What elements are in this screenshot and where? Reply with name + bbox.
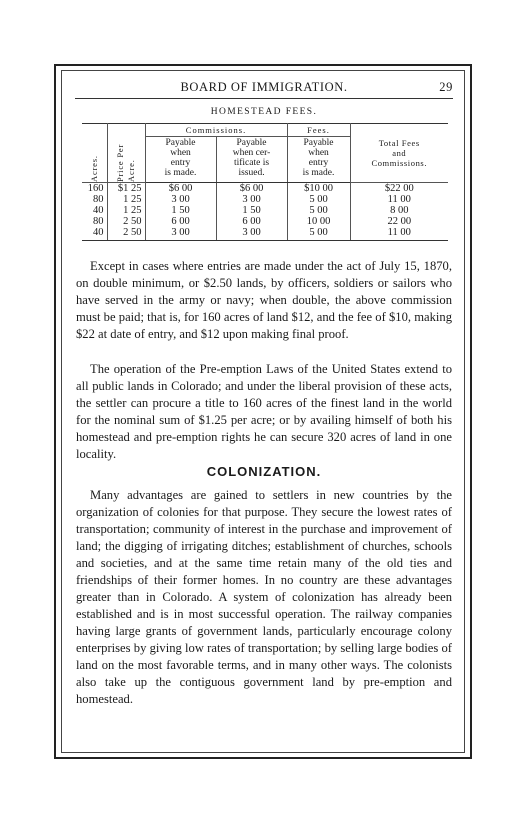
page-number: 29 — [439, 80, 453, 94]
header-total: Total Fees and Commissions. — [350, 124, 448, 183]
header-commissions: Commissions. — [145, 124, 287, 137]
running-head-title: BOARD OF IMMIGRATION. — [180, 80, 348, 94]
table-row: 80 2 50 6 00 6 00 10 00 22 00 — [82, 216, 448, 227]
header-acres: Acres. — [82, 124, 107, 183]
paragraph-double-minimum: Except in cases where entries are made under the act of July 15, 1870, on double minimum, or $2.50 lands, by officers, soldiers or sailors who have served in the army or navy; when double, the above commission must be paid; that is, for 160 acres of land $12, and the fee of $10, making $22 at date of entry, and $12 upon making final proof. — [76, 259, 452, 341]
header-price-per-acre: Price Per Acre. — [107, 124, 145, 183]
paragraph-pre-emption: The operation of the Pre-emption Laws of the United States extend to all public lands in Colorado; and under the liberal provision of these acts, the settler can procure a title to 160 acres of the finest land in the world for the nominal sum of $1.25 per acre; or by availing himself of both his homestead and pre-emption rights he can secure 320 acres of land in one locality. — [76, 362, 452, 461]
table-row: 40 1 25 1 50 1 50 5 00 8 00 — [82, 205, 448, 216]
header-rule — [75, 98, 453, 99]
homestead-fees-table — [82, 123, 448, 241]
table-row: 80 1 25 3 00 3 00 5 00 11 00 — [82, 194, 448, 205]
header-fees: Fees. — [287, 124, 350, 137]
header-payable-entry: Payable when entry is made. — [145, 137, 216, 183]
section-title-colonization: COLONIZATION. — [206, 464, 322, 479]
table-title: HOMESTEAD FEES. — [210, 107, 318, 117]
header-fees-payable: Payable when entry is made. — [287, 137, 350, 183]
table-row: 40 2 50 3 00 3 00 5 00 11 00 — [82, 227, 448, 241]
header-payable-certificate: Payable when cer- tificate is issued. — [216, 137, 287, 183]
paragraph-colonization: Many advantages are gained to settlers in new countries by the organization of colonies for that purpose. They secure the lowest rates of transportation; community of interest in the purchase and improvement of land; the digging of irrigating ditches; establishment of churches, schools and societies, and at the same time retain many of the old ties and friendships of their former homes. In no country are these advantages greater than in Colorado. A system of colonization has already been established and is in most successful operation. The railway companies having large grants of government lands, particularly encourage colony enterprises by giving low rates of transportation; by selling large bodies of land on the most favorable terms, and in many other ways. The colonists also take up the contiguous government land by pre-emption and homestead. — [76, 488, 452, 706]
table-row: 160 $1 25 $6 00 $6 00 $10 00 $22 00 — [82, 183, 448, 195]
running-head — [75, 80, 453, 98]
